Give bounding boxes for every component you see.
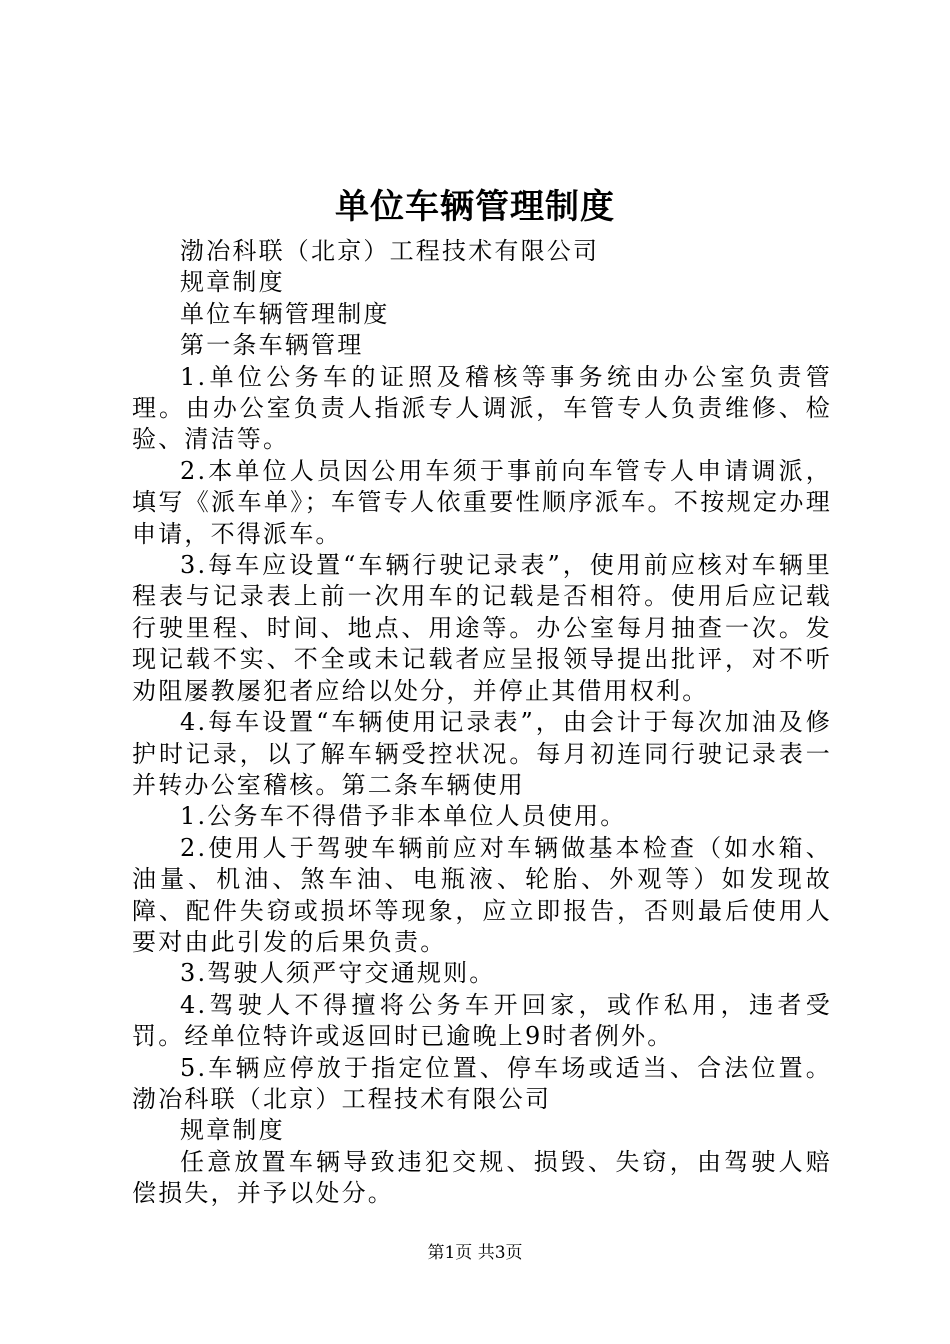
paragraph-item: 2.本单位人员因公用车须于事前向车管专人申请调派，填写《派车单》；车管专人依重要性顺序派车。不按规定办理申请，不得派车。 — [132, 456, 832, 548]
paragraph-article-one-heading: 第一条车辆管理 — [180, 331, 364, 360]
paragraph-item: 1.公务车不得借予非本单位人员使用。 — [180, 802, 627, 831]
page-indicator: 第1页 共3页 — [427, 1243, 523, 1263]
paragraph-item: 1.单位公务车的证照及稽核等事务统由办公室负责管理。由办公室负责人指派专人调派，车管专人负责维修、检验、清洁等。 — [132, 362, 832, 454]
paragraph-item: 3.每车应设置“车辆行驶记录表”，使用前应核对车辆里程表与记录表上前一次用车的记载是否相符。使用后应记载行驶里程、时间、地点、用途等。办公室每月抽查一次。发现记载不实、不全或未记载者应呈报领导提出批评，对不听劝阻屡教屡犯者应给以处分，并停止其借用权利。 — [132, 551, 832, 705]
paragraph-item: 2.使用人于驾驶车辆前应对车辆做基本检查（如水箱、油量、机油、煞车油、电瓶液、轮胎、外观等）如发现故障、配件失窃或损坏等现象，应立即报告，否则最后使用人要对由此引发的后果负责。 — [132, 833, 832, 956]
paragraph-rules-label: 规章制度 — [180, 268, 285, 297]
paragraph-item: 5.车辆应停放于指定位置、停车场或适当、合法位置。渤冶科联（北京）工程技术有限公司 — [132, 1053, 832, 1113]
document-body — [132, 236, 832, 1210]
document-title: 单位车辆管理制度 — [335, 187, 615, 227]
paragraph-item: 4.驾驶人不得擅将公务车开回家，或作私用，违者受罚。经单位特许或返回时已逾晚上9时者例外。 — [132, 990, 832, 1051]
paragraph-item: 4.每车设置“车辆使用记录表”，由会计于每次加油及修护时记录，以了解车辆受控状况。每月初连同行驶记录表一并转办公室稽核。第二条车辆使用 — [132, 708, 832, 799]
paragraph-item: 任意放置车辆导致违犯交规、损毁、失窃，由驾驶人赔偿损失，并予以处分。 — [132, 1147, 832, 1208]
paragraph-subtitle: 单位车辆管理制度 — [180, 299, 390, 328]
paragraph-company-name: 渤冶科联（北京）工程技术有限公司 — [180, 237, 600, 265]
paragraph-rules-label: 规章制度 — [180, 1116, 285, 1145]
paragraph-item: 3.驾驶人须严守交通规则。 — [180, 959, 496, 988]
